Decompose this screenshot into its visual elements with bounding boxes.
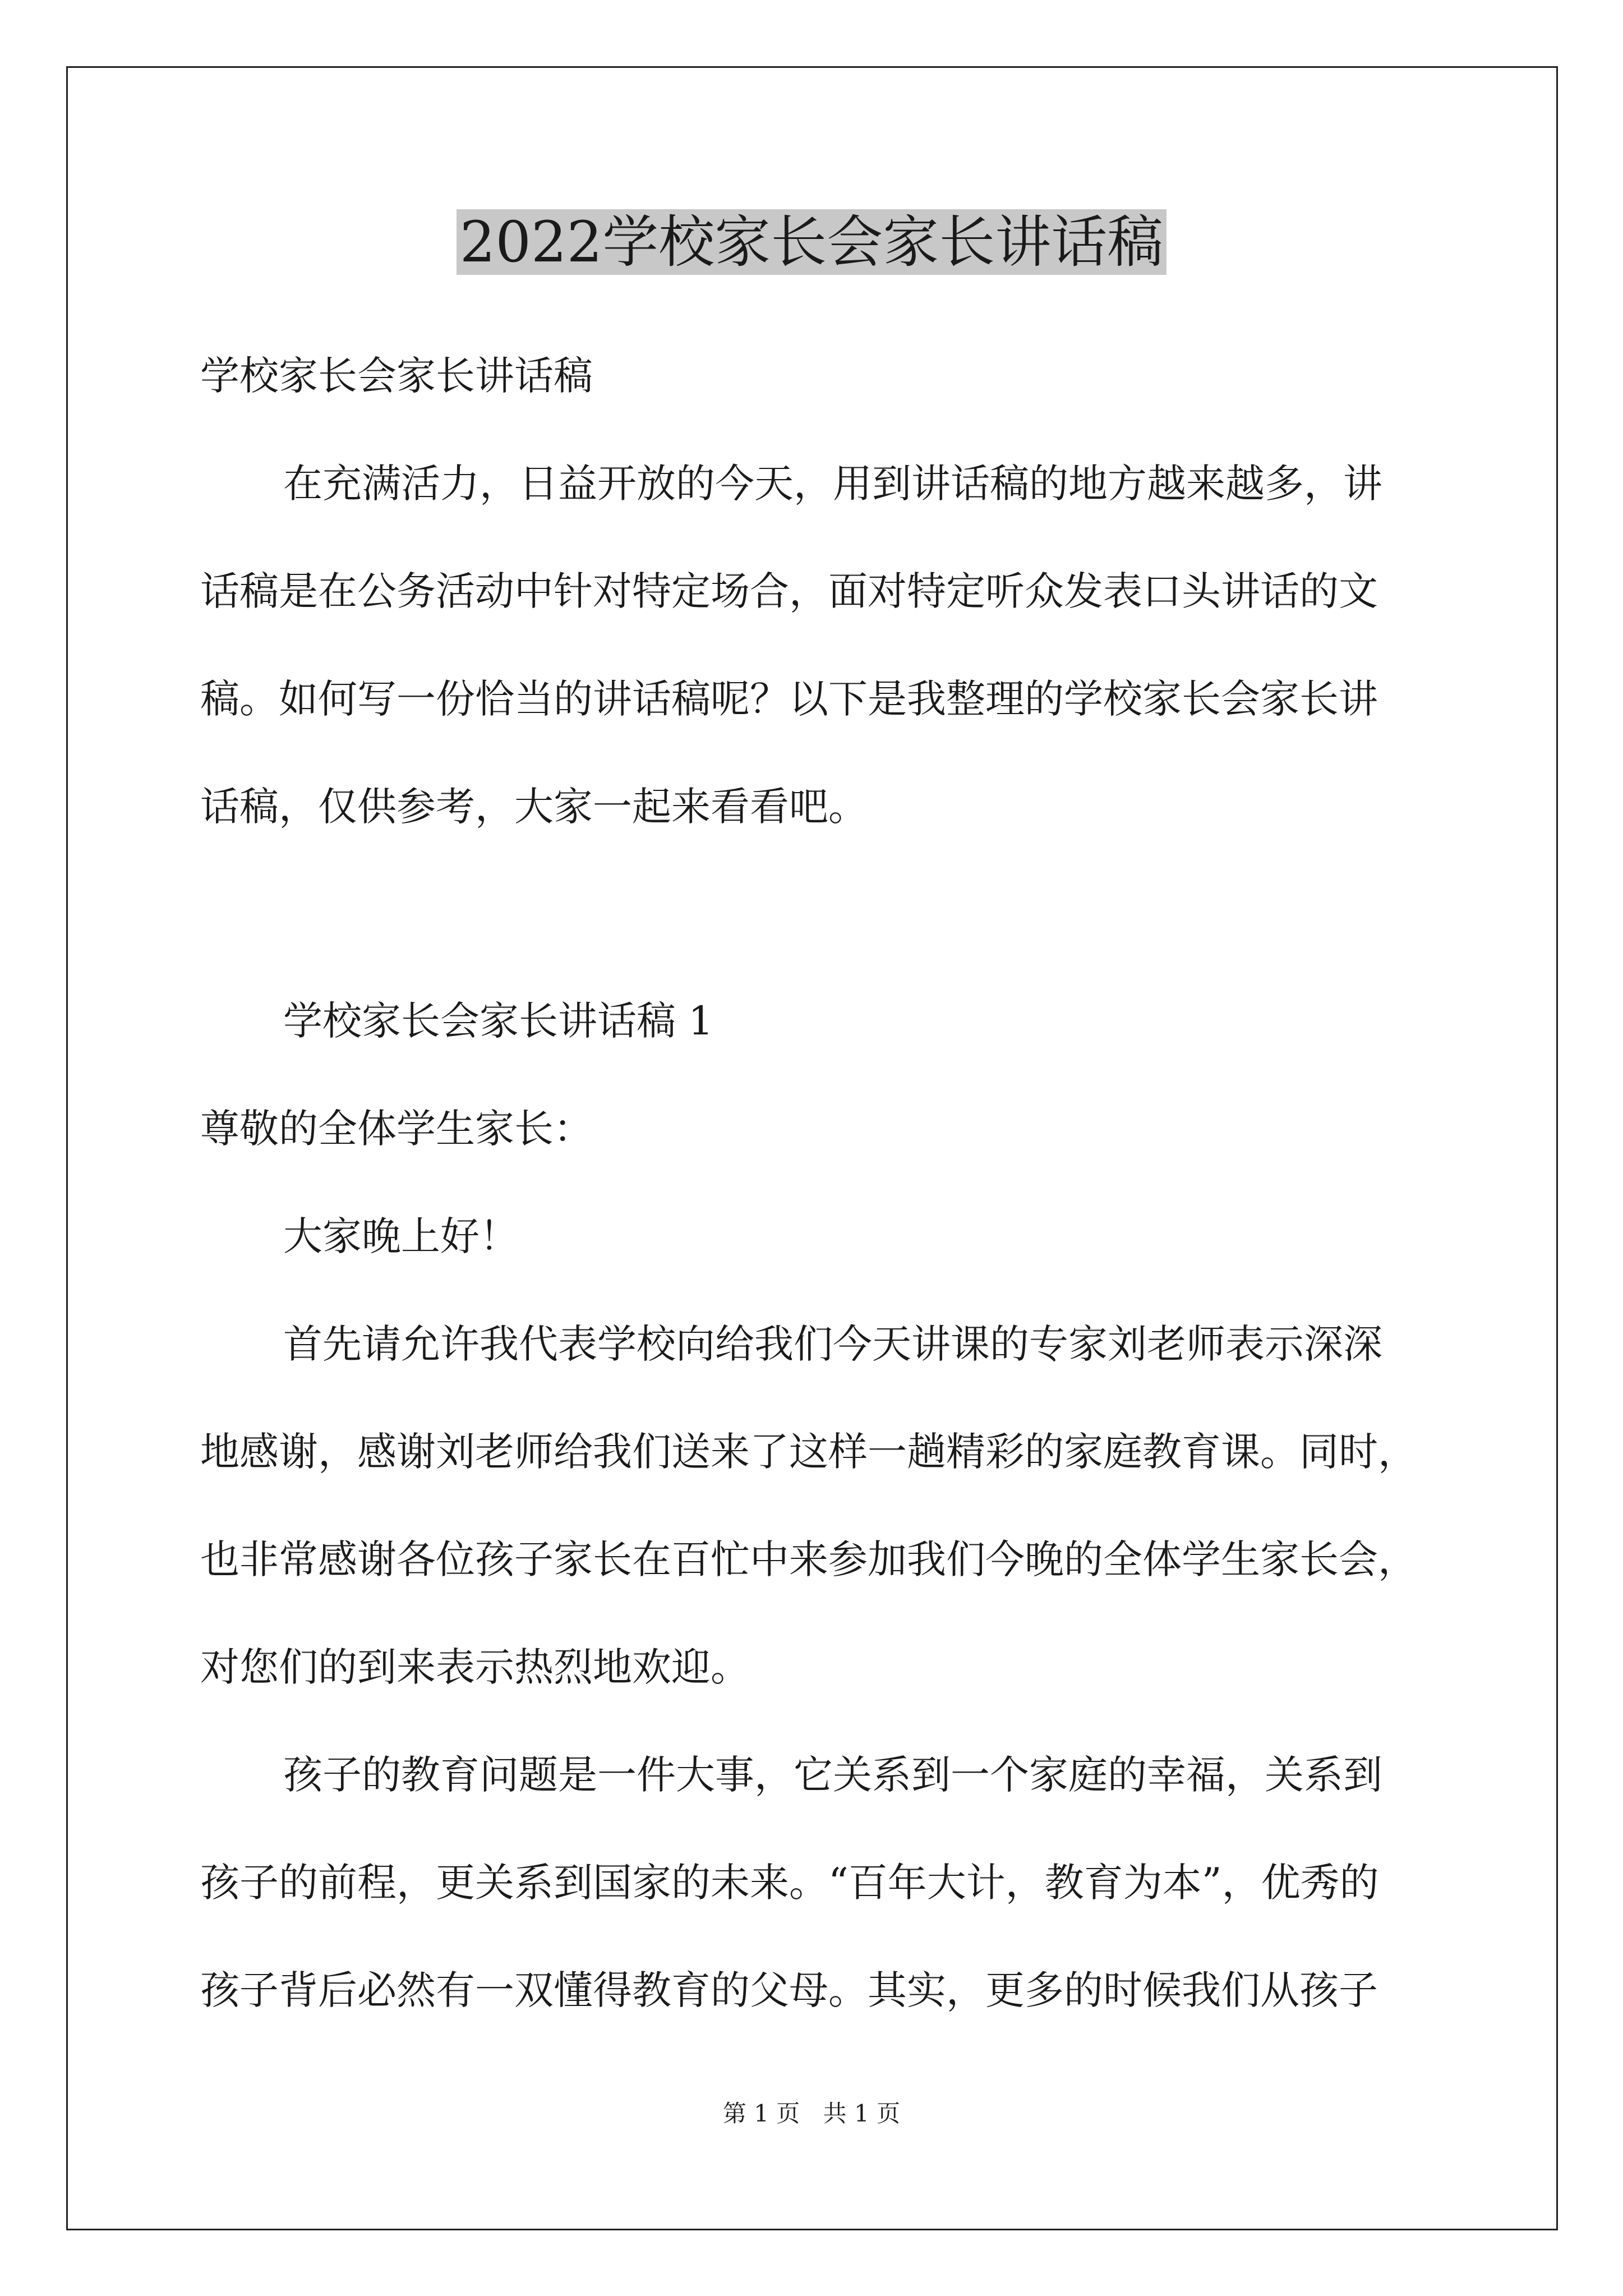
paragraph-line: 首先请允许我代表学校向给我们今天讲课的专家刘老师表示深深 [283, 1321, 1382, 1367]
document-title-text: 2022学校家长会家长讲话稿 [457, 209, 1167, 275]
paragraph-line: 孩子的教育问题是一件大事，它关系到一个家庭的幸福，关系到 [283, 1752, 1382, 1798]
page-footer [0, 2097, 1623, 2131]
paragraph-line: 对您们的到来表示热烈地欢迎。 [200, 1644, 750, 1690]
paragraph-line: 话稿，仅供参考，大家一起来看看吧。 [200, 784, 868, 830]
page-total: 共 1 页 [823, 2100, 901, 2127]
paragraph-line: 也非常感谢各位孩子家长在百忙中来参加我们今晚的全体学生家长会， [200, 1536, 1417, 1582]
page-number: 第 1 页 [722, 2100, 800, 2127]
document-title [0, 203, 1623, 282]
paragraph-line: 在充满活力，日益开放的今天，用到讲话稿的地方越来越多，讲 [283, 461, 1382, 507]
paragraph-line: 孩子背后必然有一双懂得教育的父母。其实，更多的时候我们从孩子 [200, 1967, 1378, 2013]
paragraph-line: 稿。如何写一份恰当的讲话稿呢？以下是我整理的学校家长会家长讲 [200, 676, 1378, 722]
paragraph-line: 地感谢，感谢刘老师给我们送来了这样一趟精彩的家庭教育课。同时， [200, 1429, 1417, 1475]
paragraph-line: 话稿是在公务活动中针对特定场合，面对特定听众发表口头讲话的文 [200, 568, 1378, 614]
paragraph-line: 孩子的前程，更关系到国家的未来。“百年大计，教育为本”，优秀的 [200, 1860, 1379, 1906]
heading-line: 学校家长会家长讲话稿 [200, 353, 593, 399]
salutation-line: 尊敬的全体学生家长： [200, 1106, 593, 1152]
greeting-line: 大家晚上好！ [283, 1213, 519, 1259]
section-heading: 学校家长会家长讲话稿 1 [283, 998, 713, 1044]
